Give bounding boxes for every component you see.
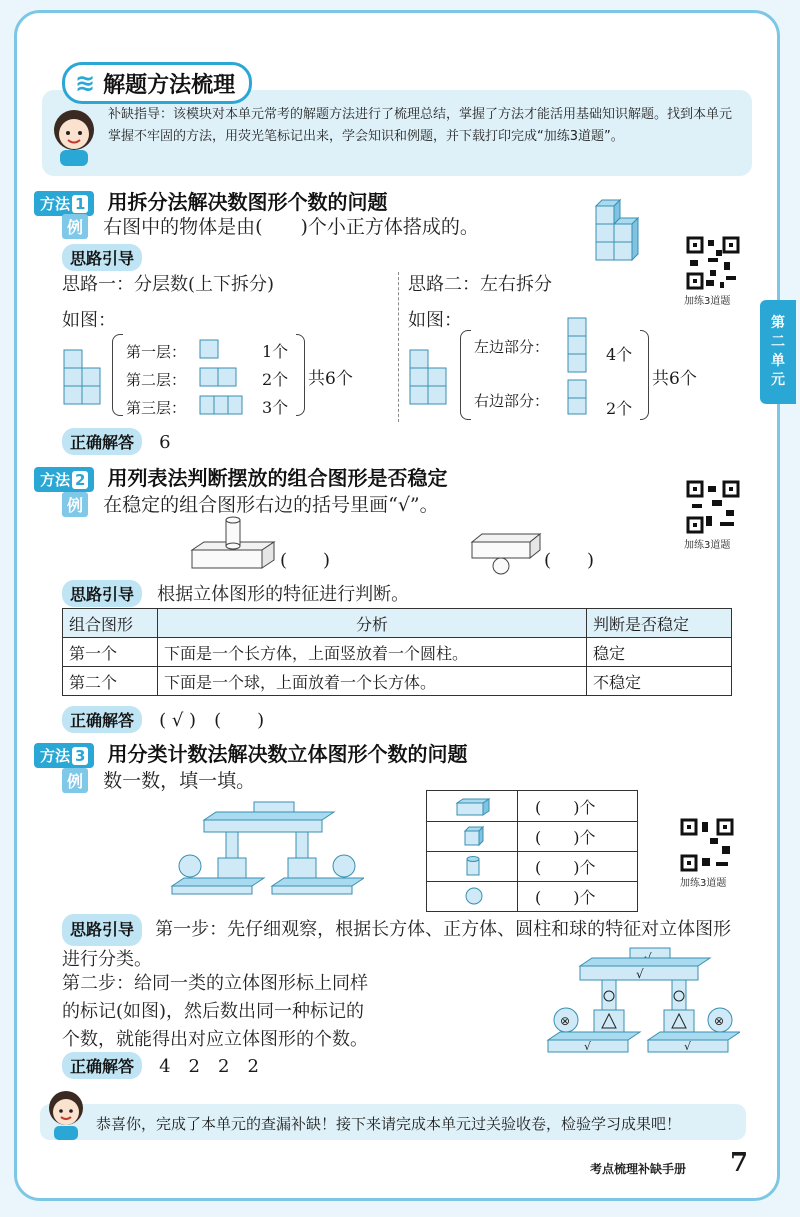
example-badge: 例 — [62, 214, 88, 239]
part-count: 2个 — [606, 399, 633, 418]
right-brace — [640, 330, 649, 420]
idea2-text: 思路二：左右拆分 — [408, 274, 552, 295]
table-cell: 第一个 — [63, 638, 158, 667]
layer-cubes — [196, 338, 246, 420]
count-cell[interactable]: ( )个 — [535, 888, 596, 907]
method2-title: 用列表法判断摆放的组合图形是否稳定 — [107, 466, 448, 490]
footer-message: 恭喜你，完成了本单元的查漏补缺！接下来请完成本单元过关验收卷，检验学习成果吧！ — [96, 1115, 682, 1133]
count-cell[interactable]: ( )个 — [535, 828, 596, 847]
method3-step2 — [62, 970, 368, 1054]
answer-label: 正确解答 — [62, 428, 142, 455]
answer-paren-2[interactable]: ( ) — [544, 550, 595, 571]
qr-code-icon[interactable] — [686, 236, 740, 290]
svg-text:√: √ — [584, 1040, 592, 1053]
method2-answer: ( √ ) ( ) — [159, 710, 265, 731]
wave-icon: ≋ — [75, 69, 96, 97]
step2-line: 个数，就能得出对应立体图形的个数。 — [62, 1029, 368, 1050]
table-header: 判断是否稳定 — [587, 609, 732, 638]
hint-label: 思路引导 — [62, 580, 142, 607]
part-cubes — [566, 316, 590, 416]
table-cell: 下面是一个球，上面放着一个长方体。 — [158, 667, 587, 696]
girl-avatar-icon — [44, 104, 104, 168]
table-header-row — [63, 609, 732, 638]
method3-header — [34, 738, 468, 768]
table-row — [63, 638, 732, 667]
method3-question-row — [62, 766, 255, 793]
svg-text:⊗: ⊗ — [560, 1014, 571, 1028]
guide-text: 补缺指导：该模块对本单元常考的解题方法进行了梳理总结，掌握了方法才能活用基础知识解题。找到本单元掌握不牢固的方法，用荧光笔标记出来，学会知识和例题，并下载打印完成“加练3道题”。 — [108, 107, 733, 144]
as-figure-label: 如图： — [62, 310, 116, 331]
side-tab-char: 第 — [771, 315, 785, 331]
layer-label: 第一层： — [126, 343, 187, 361]
qr-code-icon[interactable] — [680, 818, 734, 872]
method3-title: 用分类计数法解决数立体图形个数的问题 — [107, 742, 468, 766]
svg-text:⊗: ⊗ — [714, 1014, 725, 1028]
unit-side-tab — [760, 300, 796, 404]
method2-question: 在稳定的组合图形右边的括号里画“√”。 — [103, 494, 439, 516]
idea1-text: 思路一：分层数(上下拆分) — [62, 274, 275, 295]
layer-label: 第三层： — [126, 399, 187, 417]
method2-question-row — [62, 490, 439, 517]
part-label: 右边部分： — [474, 392, 550, 410]
total-text: 共6个 — [652, 369, 697, 389]
count-cell[interactable]: ( )个 — [535, 798, 596, 817]
stacked-cubes-figure — [592, 196, 648, 264]
step2-line: 的标记(如图)，然后数出同一种标记的 — [62, 1001, 365, 1022]
table-row — [63, 667, 732, 696]
right-brace — [296, 334, 305, 416]
layers-list — [126, 338, 186, 422]
layer-counts — [262, 338, 288, 422]
method2-header — [34, 462, 448, 492]
method3-answer: 4 2 2 2 — [159, 1056, 259, 1077]
qr-label: 加练3道题 — [684, 296, 731, 307]
table-header: 分析 — [158, 609, 587, 638]
answer-label: 正确解答 — [62, 706, 142, 733]
table-cell: 第二个 — [63, 667, 158, 696]
svg-text:√: √ — [684, 1040, 692, 1053]
part-label: 左边部分： — [474, 338, 550, 356]
cube-stack-small — [62, 344, 106, 406]
left-brace — [460, 330, 471, 420]
side-tab-char: 单 — [771, 353, 785, 369]
method1-badge: 方法 1 — [34, 191, 94, 216]
cylinder-on-cuboid-figure — [186, 516, 276, 572]
method1-title: 用拆分法解决数图形个数的问题 — [107, 190, 388, 214]
combined-solids-figure — [168, 798, 364, 898]
table-cell: 不稳定 — [587, 667, 732, 696]
table-cell: 下面是一个长方体，上面竖放着一个圆柱。 — [158, 638, 587, 667]
svg-text:√: √ — [636, 967, 644, 981]
cuboid-icon — [455, 797, 491, 817]
layer-count: 3个 — [262, 398, 289, 417]
cube-stack-small — [408, 344, 452, 406]
example-badge: 例 — [62, 768, 88, 793]
cuboid-on-ball-figure — [468, 530, 542, 578]
qr-code-icon[interactable] — [686, 480, 740, 534]
analysis-table — [62, 608, 732, 696]
method1-answer: 6 — [159, 432, 171, 453]
method1-question: 右图中的物体是由( )个小正方体搭成的。 — [103, 216, 479, 238]
step2-line: 第二步：给同一类的立体图形标上同样 — [62, 973, 368, 994]
table-header: 组合图形 — [63, 609, 158, 638]
count-cell[interactable]: ( )个 — [535, 858, 596, 877]
part-count: 4个 — [606, 345, 633, 364]
method2-hint: 根据立体图形的特征进行判断。 — [157, 584, 410, 605]
method2-hint-row — [62, 580, 409, 607]
answer-label: 正确解答 — [62, 1052, 142, 1079]
cube-icon — [463, 825, 485, 847]
count-grid — [426, 790, 638, 912]
method3-badge: 方法 3 — [34, 743, 94, 768]
method3-answer-row — [62, 1052, 259, 1079]
hint-label: 思路引导 — [62, 914, 142, 946]
section-title — [62, 62, 252, 104]
total-text: 共6个 — [308, 369, 353, 389]
girl-avatar-icon — [40, 1086, 92, 1144]
method2-badge: 方法 2 — [34, 467, 94, 492]
side-tab-char: 二 — [771, 334, 785, 350]
layer-count: 1个 — [262, 342, 289, 361]
qr-label: 加练3道题 — [680, 878, 727, 889]
left-brace — [112, 334, 123, 416]
qr-label: 加练3道题 — [684, 540, 731, 551]
cylinder-icon — [465, 855, 481, 879]
answer-paren-1[interactable]: ( ) — [280, 550, 331, 571]
layer-count: 2个 — [262, 370, 289, 389]
idea-divider — [398, 272, 399, 422]
example-badge: 例 — [62, 492, 88, 517]
step1-text: 第一步：先仔细观察，根据长方体、正方体、圆柱和球的特征对立体图形进行分类。 — [62, 919, 732, 970]
table-cell: 稳定 — [587, 638, 732, 667]
method1-question-row — [62, 212, 479, 239]
layer-label: 第二层： — [126, 371, 187, 389]
method1-answer-row — [62, 428, 171, 455]
method3-question: 数一数，填一填。 — [103, 770, 256, 792]
page-number: 7 — [730, 1148, 749, 1178]
as-figure-label: 如图： — [408, 310, 462, 331]
side-tab-char: 元 — [771, 372, 785, 388]
book-name: 考点梳理补缺手册 — [590, 1162, 687, 1176]
ball-icon — [463, 885, 485, 907]
marked-solids-figure — [544, 944, 740, 1064]
method2-answer-row — [62, 706, 264, 733]
section-title-text: 解题方法梳理 — [103, 72, 236, 98]
method1-hint-label: 思路引导 — [62, 244, 142, 271]
